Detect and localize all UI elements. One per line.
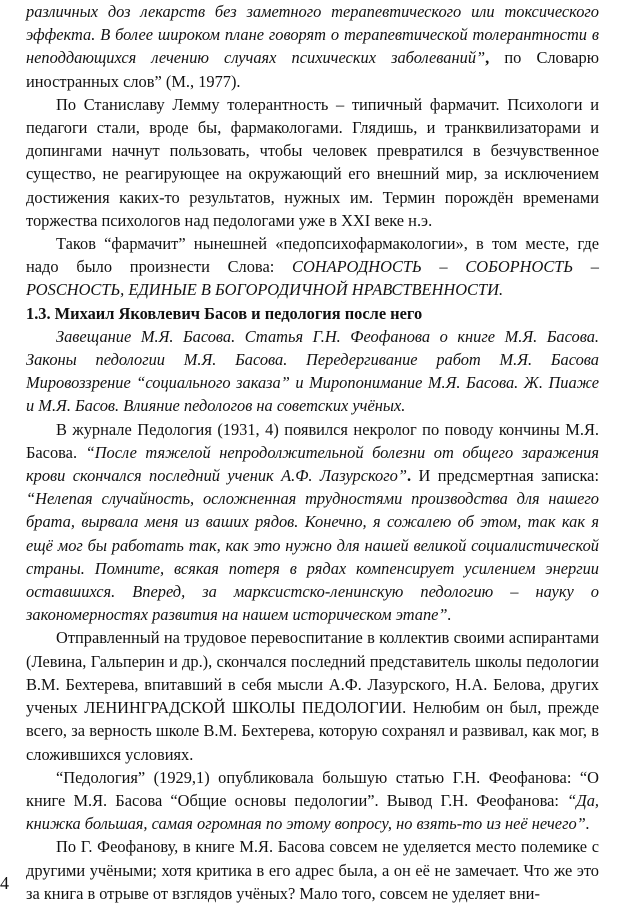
obituary-quote: “После тяжелой непродолжительной болезни от общего заражения крови скончался последний ученик А.Ф. Лазурского” (26, 442, 599, 486)
paragraph-6: По Г. Феофанову, в книге М.Я. Басова совсем не уделяется место полемике с другими учёными; хотя критика в его адрес была, а он её не замечает. Что же это за книга в отрыве от взглядов учёных? Мало того, совсем не уделяет вни- (26, 837, 599, 903)
paragraph-3 (26, 418, 599, 627)
quote-comma: , (485, 48, 490, 68)
paragraph-4: Отправленный на трудовое перевоспитание в коллектив своими аспирантами (Левина, Гальперин и др.), скончался последний представитель школы педологии В.М. Бехтерева, впитавший в себя мысли А.Ф. Лазурского, Н.А. Белова, других ученых ЛЕНИНГРАДСКОЙ ШКОЛЫ ПЕДОЛОГИИ. Нелюбим он был, прежде всего, за верность школе В.М. Бехтерева, которую сохранял и развивал, как мог, в сложившихся условиях. (26, 628, 599, 764)
quote-source: по Словарю иностранных слов” (М., 1977). (26, 48, 599, 91)
farewell-note: “Нелепая случайность, осложненная трудностями производства для нашего брата, вырвала меня из ваших рядов. Конечно, я сожалею об этом, так как я ещё мог бы работать так, как это нужно для нашей великой социалистической страны. Помните, всякая потеря в рядах компенсирует усилением энергии оставшихся. Вперед, за марксистско-ленинскую педологию – науку о закономерностях развития на нашем историческом этапе”. (26, 489, 599, 625)
quote-italic: различных доз лекарств без заметного терапевтического или токсического эффекта. В более широком плане говорят о терапевтической толерантности в неподдающихся лечению случаях психических заболеваний” (26, 2, 599, 68)
paragraph-5 (26, 766, 599, 836)
paragraph-0 (26, 0, 599, 93)
section-abstract: Завещание М.Я. Басова. Статья Г.Н. Феофанова о книге М.Я. Басова. Законы педологии М.Я. Басова. Передергивание работ М.Я. Басова Мировоззрение “социального заказа” и Миропонимание М.Я. Басова. Ж. Пиаже и М.Я. Басов. Влияние педологов на советских учёных. (26, 326, 599, 416)
paragraph-3-text1: В журнале Педология (1931, 4) появился некролог по поводу кончины М.Я. Басова. (26, 419, 599, 462)
section-heading: 1.3. Михаил Яковлевич Басов и педология после него (26, 303, 423, 323)
paragraph-3-text2: И предсмертная записка: (411, 466, 599, 486)
page-text (26, 0, 599, 905)
feofanov-conclusion: “Да, книжка большая, самая огромная по этому вопросу, но взять-то из неё нечего”. (26, 790, 599, 834)
paragraph-1: По Станиславу Лемму толерантность – типичный фармачит. Психологи и педагоги стали, вроде бы, фармакологами. Глядишь, и транквилизаторами и допингами начнут пользовать, чтобы человек превратился в безчувственное существо, не реагирующее на окружающий его внешний мир, за исключением достижения каких-то результатов, нужных им. Термин порождён временами торжества психологов над педологами уже в XXI веке н.э. (26, 94, 599, 230)
paragraph-2 (26, 232, 599, 302)
paragraph-2-italic: СОНАРОДНОСТЬ – СОБОРНОСТЬ – РОSСНОСТЬ, ЕДИНЫЕ В БОГОРОДИЧНОЙ НРАВСТВЕННОСТИ. (26, 257, 599, 300)
page-number: 4 (0, 873, 9, 893)
obituary-dot: . (406, 466, 412, 486)
paragraph-2-text: Таков “фармачит” нынешней «педопсихофармакологии», в том месте, где надо было произнести Слова: (26, 234, 599, 277)
paragraph-5-text: “Педология” (1929,1) опубликовала большую статью Г.Н. Феофанова: “О книге М.Я. Басова “Общие основы педологии”. Вывод Г.Н. Феофанова: (26, 767, 599, 810)
